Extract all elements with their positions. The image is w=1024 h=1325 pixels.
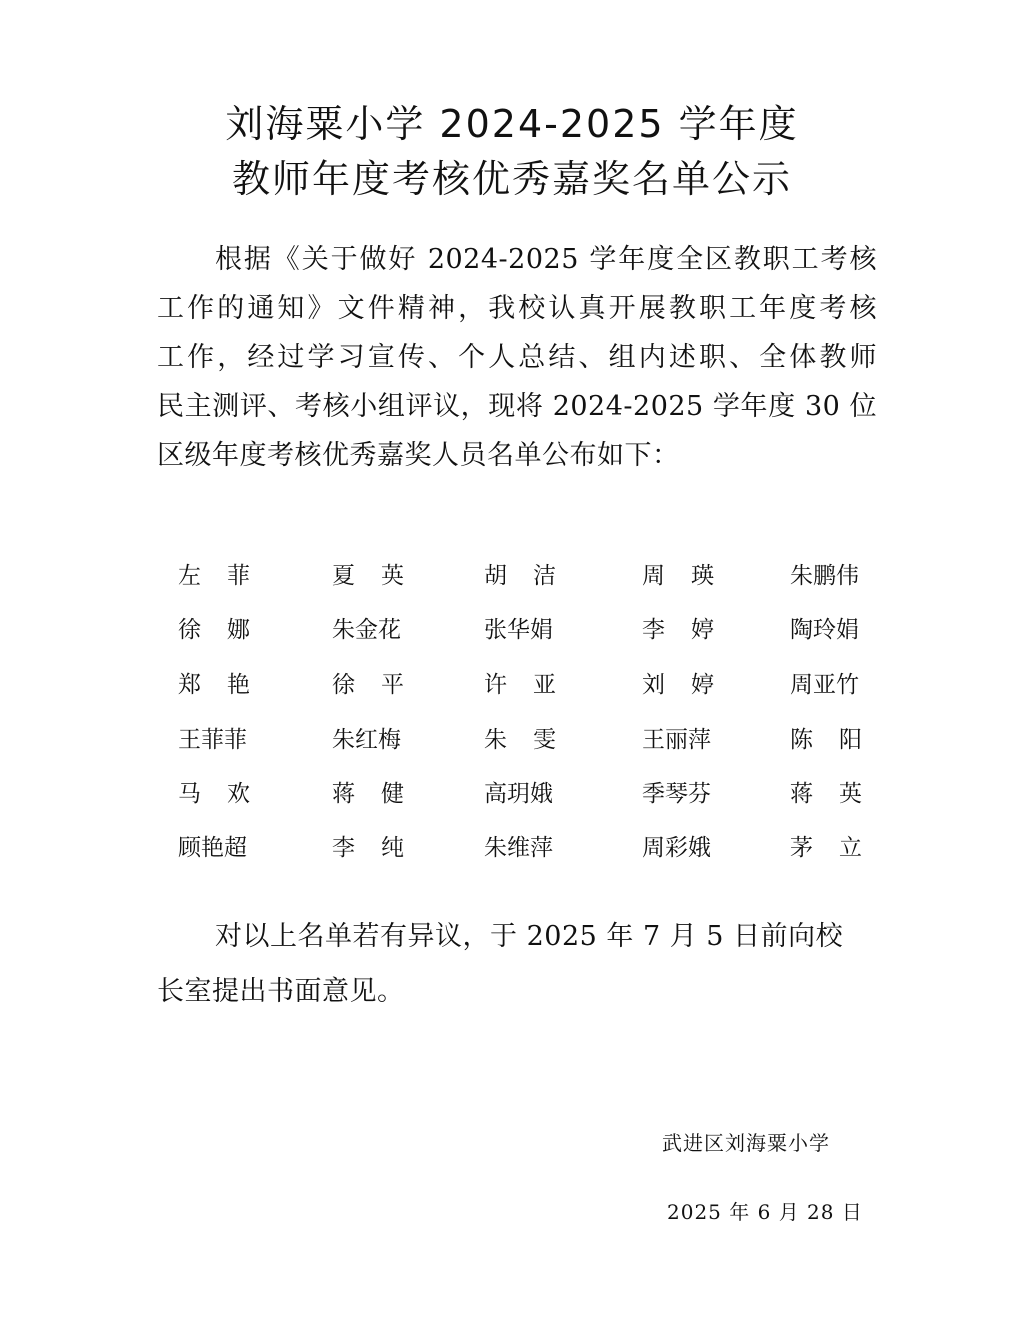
name-row xyxy=(0,724,1024,756)
name-item: 张华娟 xyxy=(484,617,553,643)
name-item: 周亚竹 xyxy=(790,672,859,698)
name-item: 蒋 英 xyxy=(790,781,862,807)
name-item: 王丽萍 xyxy=(642,727,711,753)
name-row xyxy=(0,832,1024,864)
name-item: 季琴芬 xyxy=(642,781,711,807)
name-item: 陈 阳 xyxy=(790,727,862,753)
name-item: 李 纯 xyxy=(332,835,404,861)
name-item: 朱 雯 xyxy=(484,727,556,753)
name-item: 左 菲 xyxy=(178,563,250,589)
name-item: 王菲菲 xyxy=(178,727,247,753)
document-title-line-1: 刘海粟小学 2024-2025 学年度 xyxy=(225,102,799,146)
intro-line-2: 工作的通知》文件精神，我校认真开展教职工年度考核 xyxy=(157,293,877,324)
name-item: 李 婷 xyxy=(642,617,714,643)
name-item: 朱鹏伟 xyxy=(790,563,859,589)
signature-date: 2025 年 6 月 28 日 xyxy=(667,1200,863,1224)
name-item: 陶玲娟 xyxy=(790,617,859,643)
signature-organization: 武进区刘海粟小学 xyxy=(662,1131,830,1155)
name-item: 郑 艳 xyxy=(178,672,250,698)
name-item: 蒋 健 xyxy=(332,781,404,807)
closing-line-1: 对以上名单若有异议，于 2025 年 7 月 5 日前向校 xyxy=(215,921,844,952)
intro-line-3: 工作，经过学习宣传、个人总结、组内述职、全体教师 xyxy=(157,342,877,373)
name-item: 徐 娜 xyxy=(178,617,250,643)
name-item: 夏 英 xyxy=(332,563,404,589)
name-item: 高玥娥 xyxy=(484,781,553,807)
name-item: 茅 立 xyxy=(790,835,862,861)
name-row xyxy=(0,614,1024,646)
name-item: 胡 洁 xyxy=(484,563,556,589)
intro-line-5: 区级年度考核优秀嘉奖人员名单公布如下： xyxy=(157,440,680,471)
name-item: 朱金花 xyxy=(332,617,401,643)
name-item: 刘 婷 xyxy=(642,672,714,698)
name-item: 朱红梅 xyxy=(332,727,401,753)
name-row xyxy=(0,669,1024,701)
name-row xyxy=(0,778,1024,810)
name-item: 周 瑛 xyxy=(642,563,714,589)
name-item: 周彩娥 xyxy=(642,835,711,861)
name-row xyxy=(0,560,1024,592)
name-item: 许 亚 xyxy=(484,672,556,698)
name-item: 徐 平 xyxy=(332,672,404,698)
closing-line-2: 长室提出书面意见。 xyxy=(157,976,405,1007)
name-item: 顾艳超 xyxy=(178,835,247,861)
name-item: 朱维萍 xyxy=(484,835,553,861)
document-title-line-2: 教师年度考核优秀嘉奖名单公示 xyxy=(231,157,792,201)
intro-line-1: 根据《关于做好 2024-2025 学年度全区教职工考核 xyxy=(215,244,877,275)
intro-line-4: 民主测评、考核小组评议，现将 2024-2025 学年度 30 位 xyxy=(157,391,877,422)
name-item: 马 欢 xyxy=(178,781,250,807)
